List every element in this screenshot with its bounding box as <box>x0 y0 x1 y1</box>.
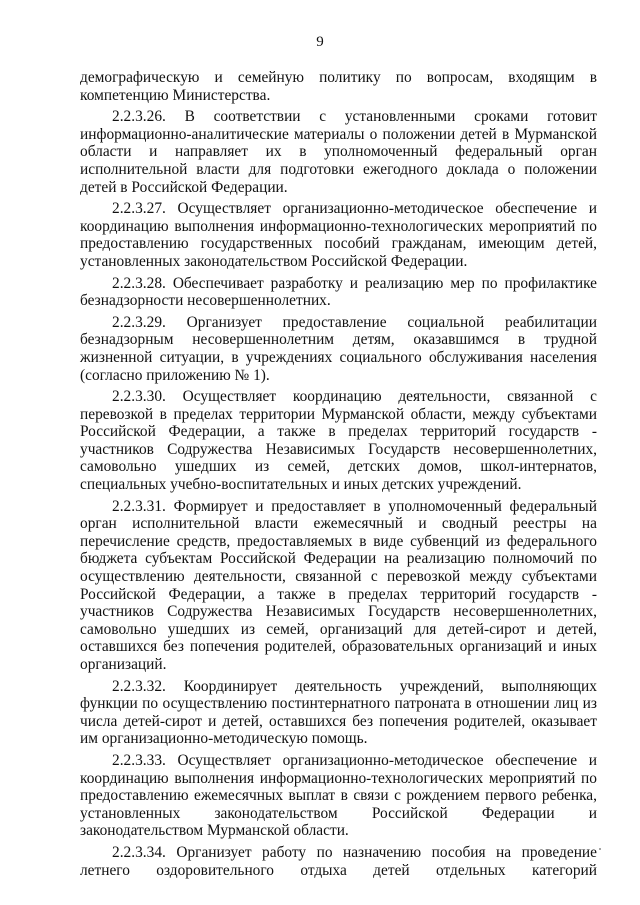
paragraph-2-2-3-32: 2.2.3.32. Координирует деятельность учреждений, выполняющих функции по осуществлению постинтернатного патроната в отношении лиц из числа детей-сирот и детей, оставшихся без попечения родителей, оказывает им организационно-методическую помощь. <box>80 677 597 748</box>
paragraph-2-2-3-33: 2.2.3.33. Осуществляет организационно-методическое обеспечение и координацию выполнения информационно-технологических мероприятий по предоставлению ежемесячных выплат в связи с рождением первого ребенка, установленных законодательством Российской Федерации и законодательством Мурманской области. <box>80 751 597 840</box>
paragraph-2-2-3-29: 2.2.3.29. Организует предоставление социальной реабилитации безнадзорным несовершеннолетним детям, оказавшимся в трудной жизненной ситуации, в учреждениях социального обслуживания населения (согласно приложению № 1). <box>80 313 597 384</box>
paragraph-2-2-3-30: 2.2.3.30. Осуществляет координацию деятельности, связанной с перевозкой в пределах территории Мурманской области, между субъектами Российской Федерации, а также в пределах территорий государств - участников Содружества Независимых Государств несовершеннолетних, самовольно ушедших из семей, детских домов, школ-интернатов, специальных учебно-воспитательных и иных детских учреждений. <box>80 388 597 494</box>
paragraph-2-2-3-31: 2.2.3.31. Формирует и предоставляет в уполномоченный федеральный орган исполнительной власти ежемесячный и сводный реестры на перечисление средств, предоставляемых в виде субвенций из федерального бюджета субъектам Российской Федерации на реализацию полномочий по осуществлению деятельности, связанной с перевозкой между субъектами Российской Федерации, а также в пределах территорий государств - участников Содружества Независимых Государств несовершеннолетних, самовольно ушедших из семей, организаций для детей-сирот и детей, оставшихся без попечения родителей, образовательных организаций и иных организаций. <box>80 497 597 673</box>
paragraph-2-2-3-26: 2.2.3.26. В соответствии с установленными сроками готовит информационно-аналитические материалы о положении детей в Мурманской области и направляет их в уполномоченный федеральный орган исполнительной власти для подготовки ежегодного доклада о положении детей в Российской Федерации. <box>80 108 597 196</box>
document-body <box>80 69 597 879</box>
page-number: 9 <box>316 34 324 50</box>
paragraph-2-2-3-34: 2.2.3.34. Организует работу по назначению пособия на проведение летнего оздоровительного отдыха детей отдельных категорий <box>80 843 597 879</box>
paragraph-continuation: демографическую и семейную политику по вопросам, входящим в компетенцию Министерства. <box>80 69 597 104</box>
paragraph-2-2-3-27: 2.2.3.27. Осуществляет организационно-методическое обеспечение и координацию выполнения информационно-технологических мероприятий по предоставлению государственных пособий гражданам, имеющим детей, установленных законодательством Российской Федерации. <box>80 200 597 270</box>
scan-speck <box>599 848 601 850</box>
paragraph-2-2-3-28: 2.2.3.28. Обеспечивает разработку и реализацию мер по профилактике безнадзорности несовершеннолетних. <box>80 274 597 310</box>
